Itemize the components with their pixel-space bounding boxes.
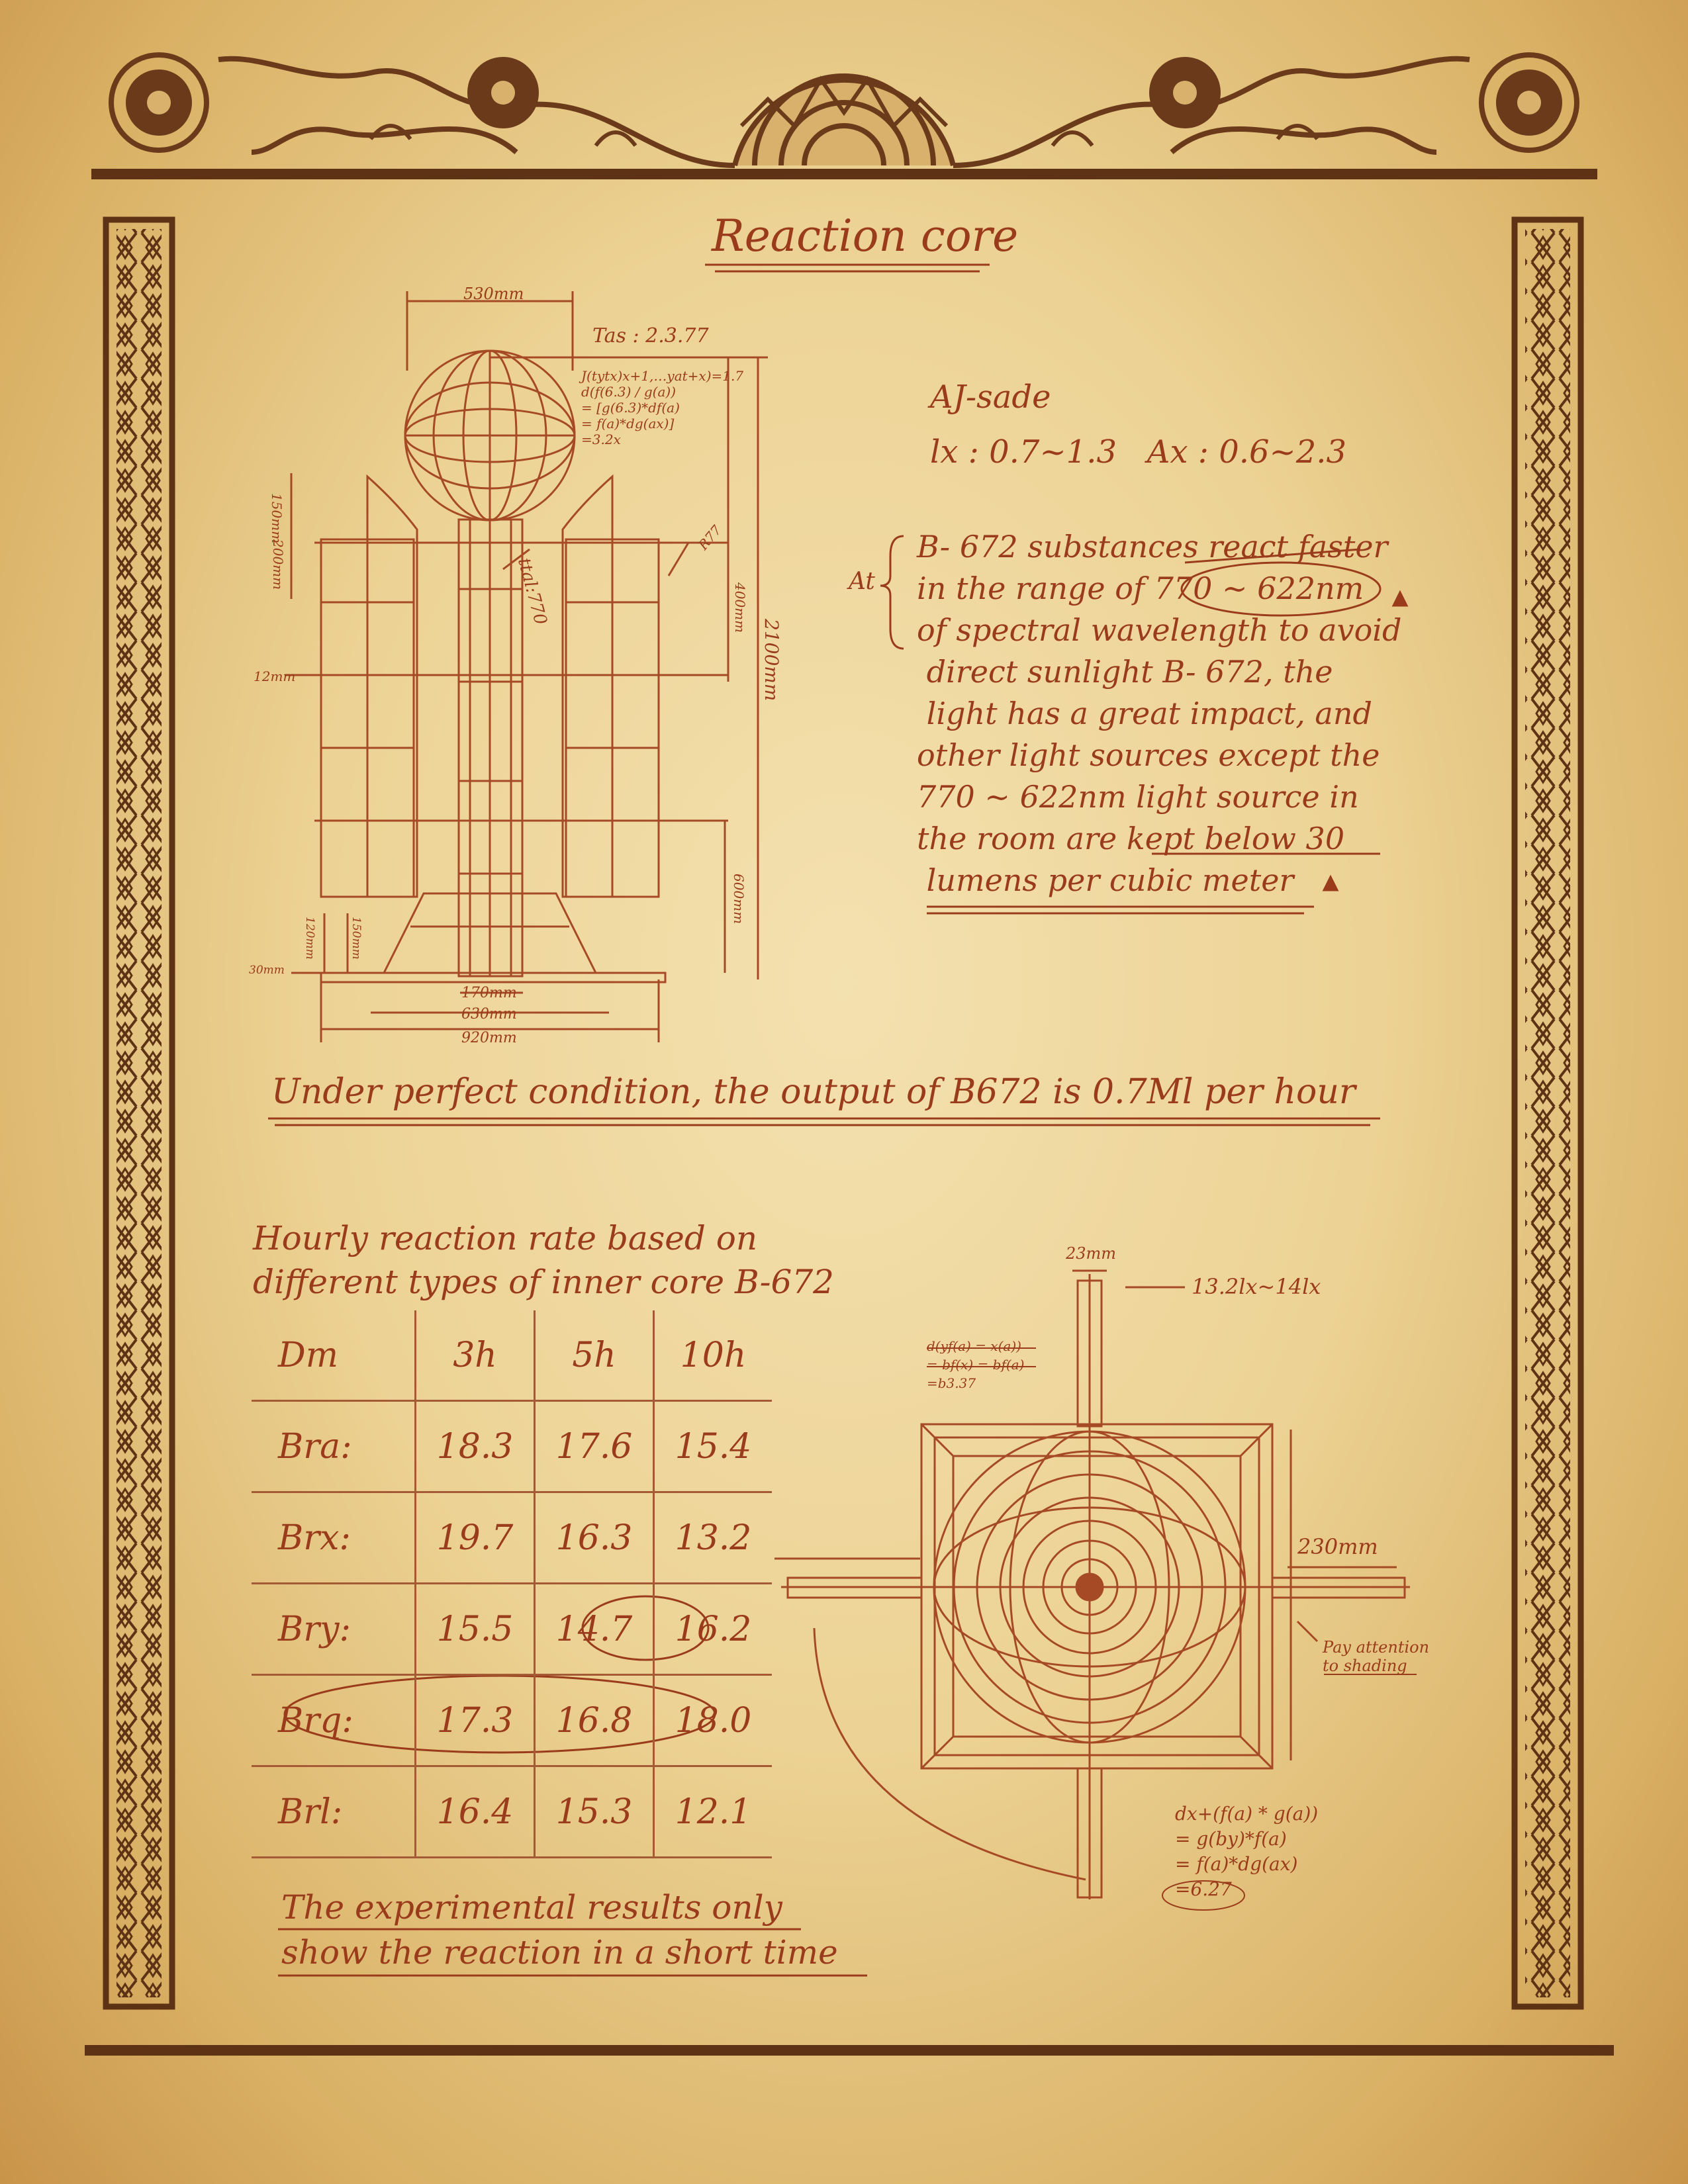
table-row [252,1766,772,1858]
dim-23: 23mm [1066,1244,1117,1263]
table-cell: 19.7 [416,1492,535,1584]
spec-line: other light sources except the [917,737,1380,773]
footnote-line: The experimental results only [281,1888,782,1927]
plan-formula [1175,1801,1318,1902]
table-cell: 16.2 [654,1584,773,1675]
formula-line: = f(a)*dg(ax)] [581,416,675,432]
table-cell: 15.4 [654,1401,773,1492]
formula-line: = [g(6.3)*df(a) [581,400,680,416]
title-underline [705,265,990,271]
row-label: Brx: [278,1518,351,1558]
radius-tag: R77 [695,522,725,553]
spec-text [917,526,1401,901]
note-line: to shading [1323,1657,1407,1675]
table-title [253,1216,834,1304]
dim-120: 120mm [303,917,316,960]
header-cell: 10h [654,1310,773,1401]
dim-170: 170mm [461,985,517,1001]
row-label: Bra: [278,1426,352,1467]
formula-line: =6.27 [1175,1878,1232,1900]
spec-name: AJ-sade [930,379,1051,416]
table-row [252,1492,772,1584]
dim-2100: 2100mm [761,619,782,702]
dim-230: 230mm [1297,1534,1378,1559]
formula-line: = g(by)*f(a) [1175,1828,1287,1850]
plan-annotations [927,1348,1417,1910]
spec-line: light has a great impact, and [917,696,1372,731]
table-row [252,1675,772,1766]
spec-line: in the range of 770 ~ 622nm [917,570,1364,606]
footnote-line: show the reaction in a short time [281,1933,838,1972]
table-cell: 18.0 [654,1675,773,1766]
dim-150: 150mm [269,493,285,544]
table-cell: 17.3 [416,1675,535,1766]
header-cell: 3h [416,1310,535,1401]
footnote [281,1885,838,1975]
formula-line: d(f(6.3) / g(a)) [581,384,677,400]
spec-line: the room are kept below 30 [917,821,1345,856]
tas-label: Tas : 2.3.77 [592,324,709,347]
lux-label: 13.2lx~14lx [1192,1274,1321,1299]
spec-range: lx : 0.7~1.3 Ax : 0.6~2.3 [930,433,1347,471]
formula-line: = bf(x) = bf(a) [927,1357,1025,1373]
table-title-line: different types of inner core B-672 [253,1263,834,1301]
spec-line: of spectral wavelength to avoid [917,612,1402,648]
row-label: Brq: [278,1700,353,1741]
struck-formula [927,1337,1024,1392]
table-cell: 15.5 [416,1584,535,1675]
output-note: Under perfect condition, the output of B672 is 0.7Ml per hour [271,1072,1356,1112]
table-cell: 16.8 [535,1675,654,1766]
dim-30: 30mm [249,964,285,977]
table-cell: 18.3 [416,1401,535,1492]
table-cell: 16.4 [416,1766,535,1858]
table-cell: 15.3 [535,1766,654,1858]
note-line: Pay attention [1323,1638,1430,1657]
table-row [252,1401,772,1492]
table-row [252,1584,772,1675]
header-cell: 5h [535,1310,654,1401]
formula-line: J(tytx)x+1,…yat+x)=1.7 [581,368,744,384]
right-border [1515,220,1581,2007]
spec-line: 770 ~ 622nm light source in [917,779,1359,815]
shading-note [1323,1638,1429,1675]
dim-600: 600mm [731,874,747,925]
table-cell: 14.7 [535,1584,654,1675]
header-cell: Dm [278,1335,338,1375]
dim-400: 400mm [732,582,748,633]
formula-line: = f(a)*dg(ax) [1175,1853,1298,1875]
dim-630: 630mm [461,1006,517,1023]
top-ornament [111,55,1577,165]
formula-line: d(yf(a) = x(a)) [927,1338,1021,1354]
table-cell: 12.1 [654,1766,773,1858]
table-cell: 17.6 [535,1401,654,1492]
reaction-rate-table [252,1310,772,1858]
bottom-rule [85,2045,1614,2056]
row-label: Bry: [278,1609,351,1649]
dim-12: 12mm [254,668,296,684]
page-title: Reaction core [712,210,1019,261]
spec-line: B- 672 substances react faster [917,529,1388,565]
ttal-tag: ttal:770 [514,556,551,627]
spec-line: lumens per cubic meter [917,862,1294,898]
dim-200: 200mm [270,539,286,590]
row-label: Brl: [278,1792,343,1832]
formula-line: =3.2x [581,432,621,447]
left-border [106,220,172,2007]
table-title-line: Hourly reaction rate based on [253,1219,758,1257]
elevation-formula [581,368,743,447]
formula-line: dx+(f(a) * g(a)) [1175,1803,1319,1825]
dim-530: 530mm [463,285,524,303]
dim-920: 920mm [461,1030,517,1046]
table-cell: 16.3 [535,1492,654,1584]
top-rule [91,169,1597,179]
table-cell: 13.2 [654,1492,773,1584]
table-header-row [252,1310,772,1401]
formula-line: =b3.37 [927,1375,976,1391]
spec-bracket [880,536,904,649]
output-underline [268,1118,1380,1125]
dim-150b: 150mm [350,917,363,960]
spec-line: direct sunlight B- 672, the [917,654,1333,690]
at-label: At [849,568,875,595]
